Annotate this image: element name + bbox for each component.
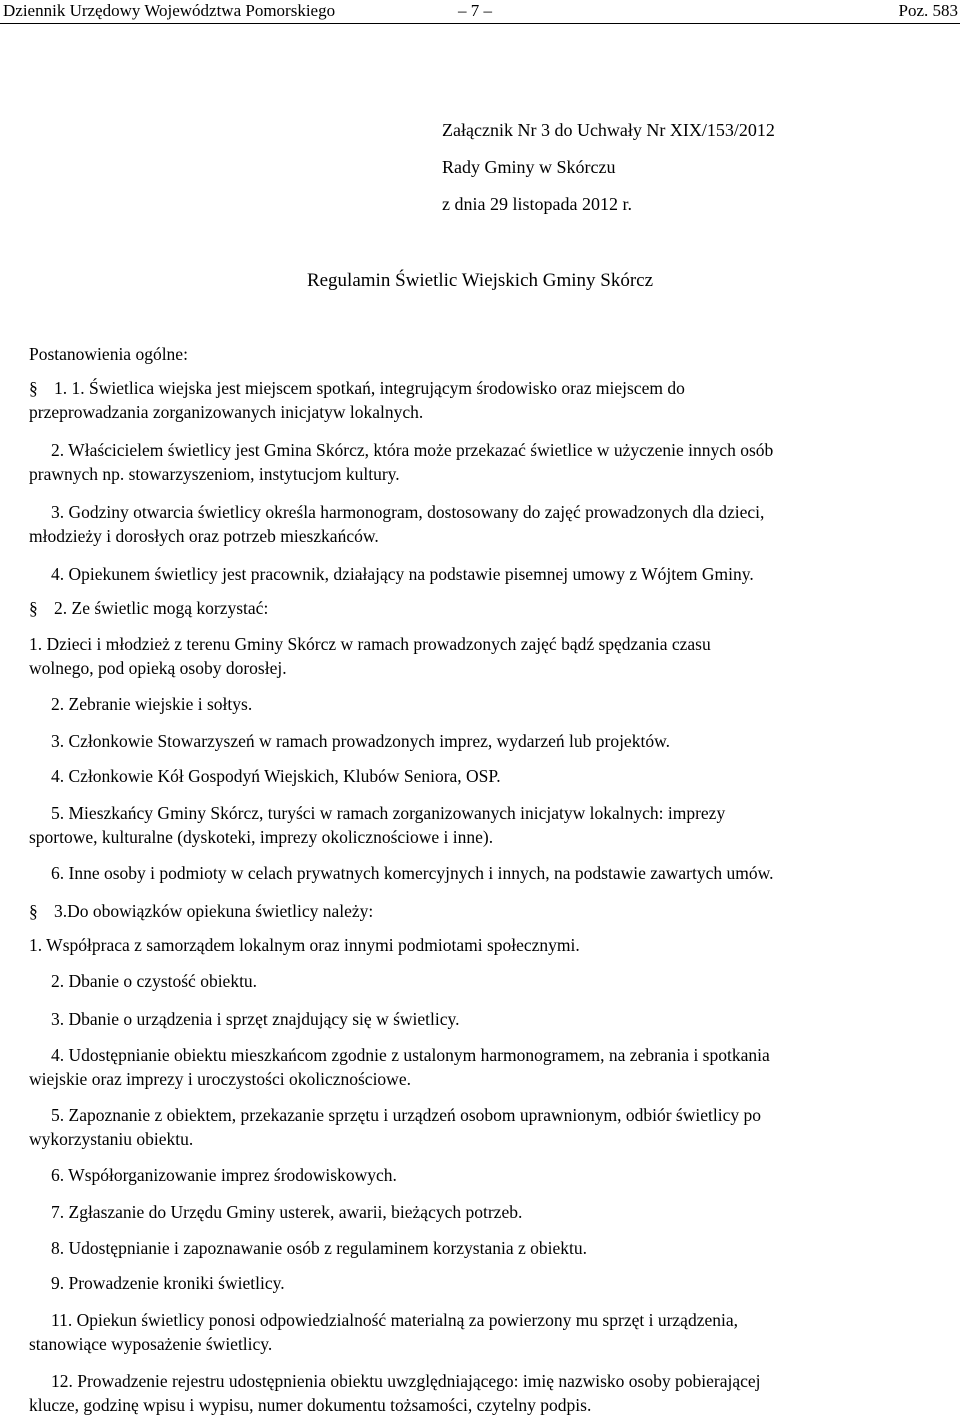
section-3-item-4-line-1 xyxy=(29,1043,958,1067)
section-3-item-7-text: 7. Zgłaszanie do Urzędu Gminy usterek, awarii, bieżących potrzeb. xyxy=(51,1202,523,1222)
section-1-item-1-line-1 xyxy=(29,376,958,400)
section-3-item-7 xyxy=(29,1200,958,1224)
section-3-item-9-text: 9. Prowadzenie kroniki świetlicy. xyxy=(51,1273,285,1293)
section-1-item-3-line-2: młodzieży i dorosłych oraz potrzeb mieszkańców. xyxy=(29,526,379,546)
section-2-item-5-text: 5. Mieszkańcy Gminy Skórcz, turyści w ramach zorganizowanych inicjatyw lokalnych: imprezy xyxy=(51,803,726,823)
section-1-item-3-line-1 xyxy=(29,500,958,524)
header-divider xyxy=(0,23,960,24)
journal-name: Dziennik Urzędowy Województwa Pomorskiego xyxy=(3,1,336,20)
section-3-item-9 xyxy=(29,1271,958,1295)
section-3-heading-text: 3.Do obowiązków opiekuna świetlicy należy: xyxy=(54,901,374,921)
section-3-heading xyxy=(29,899,958,923)
page-number: – 7 – xyxy=(458,1,492,20)
section-3-item-12-line-1 xyxy=(29,1369,958,1393)
section-2-heading xyxy=(29,596,958,620)
document-title: Regulamin Świetlic Wiejskich Gminy Skórcz xyxy=(306,270,654,291)
section-2-item-4-text: 4. Członkowie Kół Gospodyń Wiejskich, Klubów Seniora, OSP. xyxy=(51,766,501,786)
section-3-item-5-line-1 xyxy=(29,1103,958,1127)
section-marker: § xyxy=(29,901,38,921)
section-3-item-11-text: 11. Opiekun świetlicy ponosi odpowiedzialność materialną za powierzony mu sprzęt i urządzenia, xyxy=(51,1310,738,1330)
section-3-item-1: 1. Współpraca z samorządem lokalnym oraz innymi podmiotami społecznymi. xyxy=(29,935,580,955)
section-2-item-3 xyxy=(29,729,958,753)
section-2-item-5-line-1 xyxy=(29,801,958,825)
section-2-item-2-text: 2. Zebranie wiejskie i sołtys. xyxy=(51,694,253,714)
section-2-item-1-line-1: 1. Dzieci i młodzież z terenu Gminy Skórcz w ramach prowadzonych zajęć bądź spędzania czasu xyxy=(29,634,711,654)
section-2-item-4 xyxy=(29,764,958,788)
section-3-item-12-text: 12. Prowadzenie rejestru udostępnienia obiektu uwzględniającego: imię nazwisko osoby pobierającej xyxy=(51,1371,761,1391)
section-3-item-6-text: 6. Współorganizowanie imprez środowiskowych. xyxy=(51,1165,397,1185)
section-2-item-5-line-2: sportowe, kulturalne (dyskoteki, imprezy okolicznościowe i inne). xyxy=(29,827,494,847)
section-3-item-11-line-1 xyxy=(29,1308,958,1332)
section-2-item-3-text: 3. Członkowie Stowarzyszeń w ramach prowadzonych imprez, wydarzeń lub projektów. xyxy=(51,731,670,751)
section-1-item-4 xyxy=(29,562,958,586)
section-2-item-2 xyxy=(29,692,958,716)
annex-line-3: z dnia 29 listopada 2012 r. xyxy=(442,194,632,214)
section-3-item-2 xyxy=(29,969,958,993)
position-number: Poz. 583 xyxy=(898,1,958,20)
section-2-heading-text: 2. Ze świetlic mogą korzystać: xyxy=(54,598,269,618)
section-1-item-2-line-2: prawnych np. stowarzyszeniom, instytucjom kultury. xyxy=(29,464,400,484)
section-3-item-2-text: 2. Dbanie o czystość obiektu. xyxy=(51,971,258,991)
section-3-item-12-line-2: klucze, godzinę wpisu i wypisu, numer dokumentu tożsamości, czytelny podpis. xyxy=(29,1395,592,1415)
annex-line-2: Rady Gminy w Skórczu xyxy=(442,157,616,177)
section-3-item-3 xyxy=(29,1007,958,1031)
annex-line-1: Załącznik Nr 3 do Uchwały Nr XIX/153/2012 xyxy=(442,120,775,140)
section-3-item-5-text: 5. Zapoznanie z obiektem, przekazanie sprzętu i urządzeń osobom uprawnionym, odbiór świetlicy po xyxy=(51,1105,761,1125)
section-3-item-8 xyxy=(29,1236,958,1260)
section-1-item-1-text: 1. Świetlica wiejska jest miejscem spotkań, integrującym środowisko oraz miejscem do xyxy=(71,378,685,398)
section-marker: § xyxy=(29,598,38,618)
section-3-item-5-line-2: wykorzystaniu obiektu. xyxy=(29,1129,194,1149)
section-3-item-8-text: 8. Udostępnianie i zapoznawanie osób z regulaminem korzystania z obiektu. xyxy=(51,1238,588,1258)
section-3-item-4-text: 4. Udostępnianie obiektu mieszkańcom zgodnie z ustalonym harmonogramem, na zebrania i spotkania xyxy=(51,1045,770,1065)
section-1-item-2-line-1 xyxy=(29,438,958,462)
section-marker: § xyxy=(29,378,38,398)
section-3-item-4-line-2: wiejskie oraz imprezy i uroczystości okolicznościowe. xyxy=(29,1069,411,1089)
section-2-item-6-text: 6. Inne osoby i podmioty w celach prywatnych komercyjnych i innych, na podstawie zawartych umów. xyxy=(51,863,774,883)
section-1-item-1-line-2: przeprowadzania zorganizowanych inicjatyw lokalnych. xyxy=(29,402,424,422)
section-3-item-11-line-2: stanowiące wyposażenie świetlicy. xyxy=(29,1334,273,1354)
section-1-item-4-text: 4. Opiekunem świetlicy jest pracownik, działający na podstawie pisemnej umowy z Wójtem Gminy. xyxy=(51,564,754,584)
section-3-item-3-text: 3. Dbanie o urządzenia i sprzęt znajdujący się w świetlicy. xyxy=(51,1009,460,1029)
annex-block xyxy=(442,112,775,223)
section-3-item-6 xyxy=(29,1163,958,1187)
section-1-item-2-text: 2. Właścicielem świetlicy jest Gmina Skórcz, która może przekazać świetlice w użyczenie innych osób xyxy=(51,440,774,460)
page-header xyxy=(0,0,960,22)
section-2-item-6 xyxy=(29,861,958,885)
section-1-item-3-text: 3. Godziny otwarcia świetlicy określa harmonogram, dostosowany do zajęć prowadzonych dla dzieci, xyxy=(51,502,765,522)
section-1-label: 1. xyxy=(54,378,68,398)
general-provisions-heading: Postanowienia ogólne: xyxy=(29,344,188,364)
section-2-item-1-line-2: wolnego, pod opieką osoby dorosłej. xyxy=(29,658,287,678)
